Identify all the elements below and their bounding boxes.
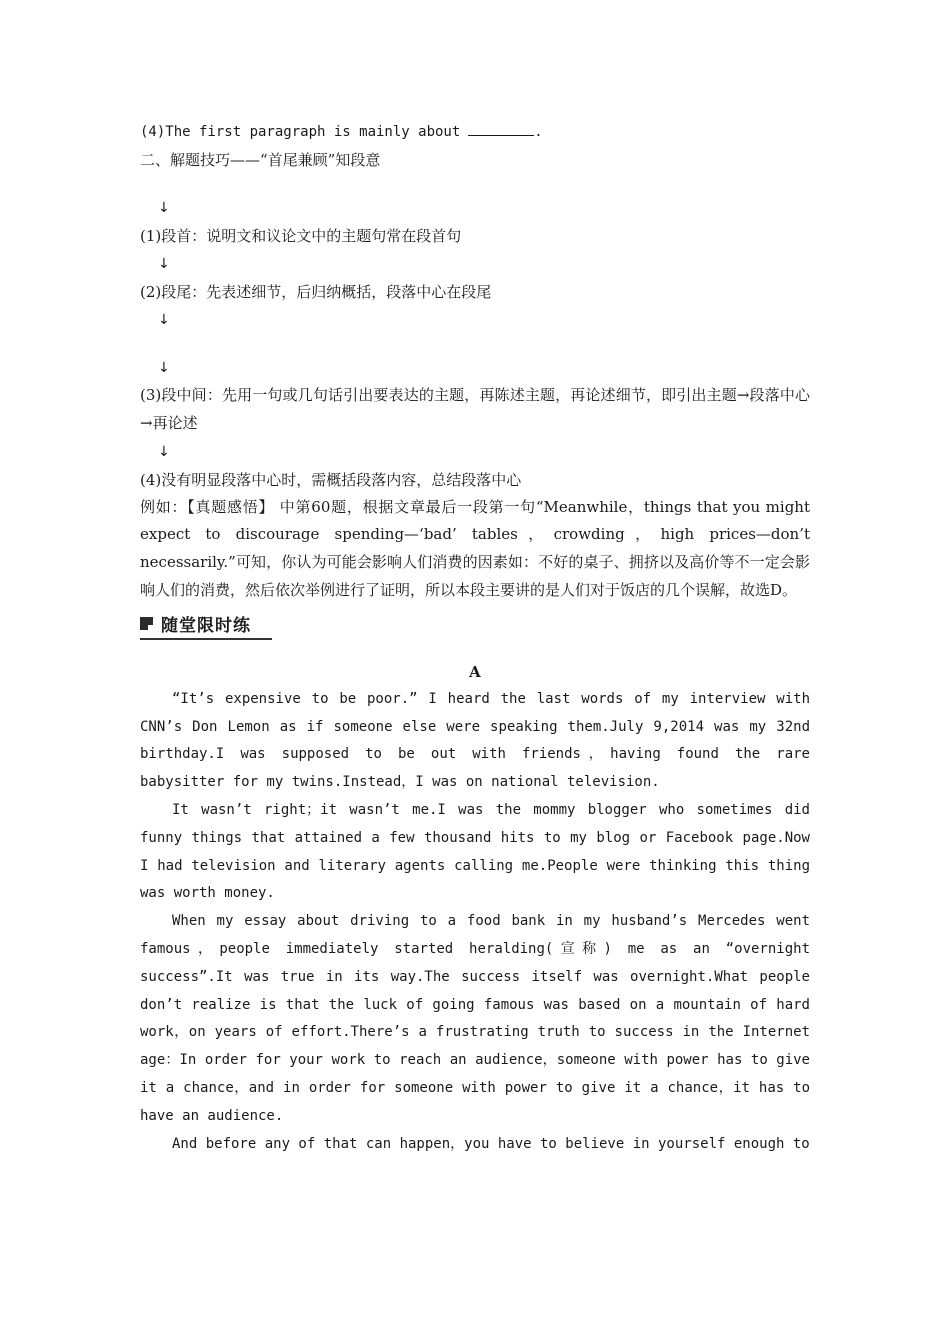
spacer xyxy=(140,174,810,194)
section-title: 二、解题技巧——“首尾兼顾”知段意 xyxy=(140,151,381,169)
down-arrow-icon: ↓ xyxy=(158,443,170,460)
practice-heading xyxy=(140,611,272,640)
question-4-text: (4)The first paragraph is mainly about xyxy=(140,124,461,140)
passage-paragraph-4: And before any of that can happen，you have to believe in yourself enough to xyxy=(172,1135,810,1152)
passage-label: A xyxy=(469,662,481,681)
down-arrow-icon: ↓ xyxy=(158,256,170,272)
step-3: (3)段中间：先用一句或几句话引出要表达的主题，再陈述主题，再论述细节，即引出主题→段落中心→再论述 xyxy=(140,386,810,432)
practice-heading-text: 随堂限时练 xyxy=(161,615,251,636)
step-1: (1)段首：说明文和议论文中的主题句常在段首句 xyxy=(140,227,462,245)
down-arrow-icon: ↓ xyxy=(158,360,170,376)
question-4-end: . xyxy=(534,124,543,140)
down-arrow-icon: ↓ xyxy=(158,200,170,216)
passage-paragraph-2: It wasn’t right；it wasn’t me.I was the mommy blogger who sometimes did funny things that attained a few thousand hits to my blog or Facebook page.Now I had television and literary agents calling me.People were thinking this thing was worth money. xyxy=(140,801,810,902)
heading-square-icon xyxy=(140,617,153,630)
spacer xyxy=(140,334,810,354)
down-arrow-icon: ↓ xyxy=(158,312,170,328)
step-4: (4)没有明显段落中心时，需概括段落内容，总结段落中心 xyxy=(140,470,522,489)
answer-blank[interactable] xyxy=(468,121,534,136)
question-4 xyxy=(140,118,810,146)
passage-paragraph-1: “It’s expensive to be poor.” I heard the last words of my interview with CNN’s Don Lemon as if someone else were speaking them.July 9,2014 was my 32nd birthday.I was supposed to be out with friends，having found the rare babysitter for my twins.Instead，I was on national television. xyxy=(140,690,810,791)
step-2: (2)段尾：先表述细节，后归纳概括，段落中心在段尾 xyxy=(140,283,492,301)
document-page xyxy=(140,118,810,1158)
passage-paragraph-3: When my essay about driving to a food bank in my husband’s Mercedes went famous，people immediately started heralding(宣称) me as an “overnight success”.It was true in its way.The success itself was overnight.What people don’t realize is that the luck of going famous was based on a mountain of hard work，on years of effort.There’s a frustrating truth to success in the Internet age：In order for your work to reach an audience，someone with power has to give it a chance，and in order for someone with power to give it a chance，it has to have an audience. xyxy=(140,913,810,1124)
example-paragraph: 例如：【真题感悟】 中第60题，根据文章最后一段第一句“Meanwhile，things that you might expect to discourage spending—‘bad’ tables，crowding，high prices—don’t necessarily.”可知，你认为可能会影响人们消费的因素如：不好的桌子、拥挤以及高价等不一定会影响人们的消费，然后依次举例进行了证明，所以本段主要讲的是人们对于饭店的几个误解，故选D。 xyxy=(140,497,810,599)
